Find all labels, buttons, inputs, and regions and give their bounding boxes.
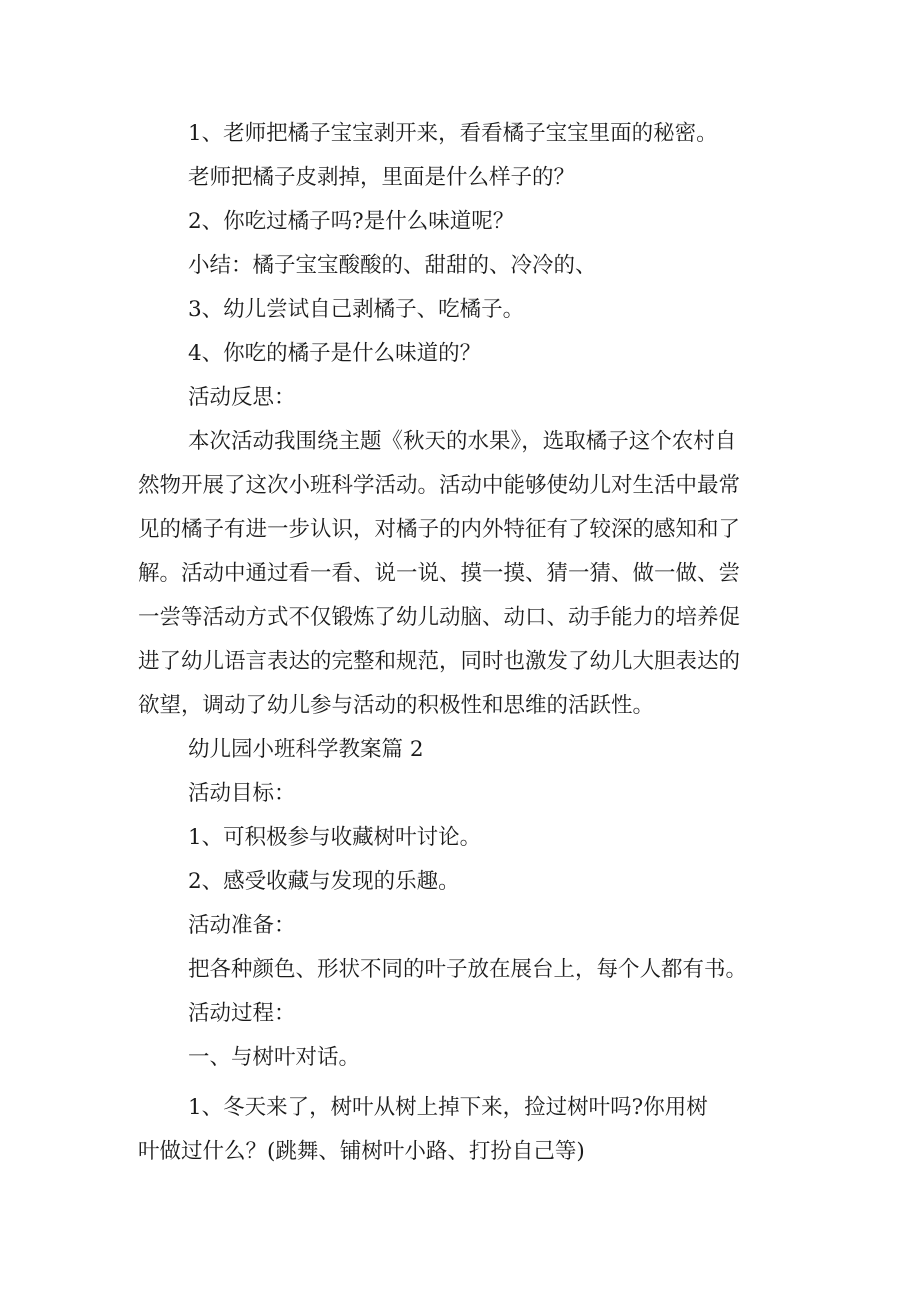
summary-line: 小结：橘子宝宝酸酸的、甜甜的、冷冷的、 — [188, 253, 597, 278]
lesson-plan-2-title: 幼儿园小班科学教案篇 2 — [188, 737, 424, 762]
reflection-paragraph-line-4: 解。活动中通过看一看、说一说、摸一摸、猜一猜、做一做、尝 — [138, 561, 741, 586]
part-1-heading: 一、与树叶对话。 — [188, 1045, 361, 1070]
preparation-heading: 活动准备： — [188, 913, 296, 938]
reflection-paragraph-line-3: 见的橘子有进一步认识，对橘子的内外特征有了较深的感知和了 — [138, 517, 741, 542]
reflection-paragraph-line-7: 欲望，调动了幼儿参与活动的积极性和思维的活跃性。 — [138, 693, 655, 718]
process-heading: 活动过程： — [188, 1001, 296, 1026]
preparation-text: 把各种颜色、形状不同的叶子放在展台上，每个人都有书。 — [188, 957, 748, 982]
question-inside-orange: 老师把橘子皮剥掉，里面是什么样子的？ — [188, 165, 576, 190]
reflection-paragraph-line-5: 一尝等活动方式不仅锻炼了幼儿动脑、动口、动手能力的培养促 — [138, 605, 741, 630]
objective-2: 2、感受收藏与发现的乐趣。 — [188, 869, 460, 894]
step-1-peel-orange: 1、老师把橘子宝宝剥开来，看看橘子宝宝里面的秘密。 — [188, 121, 718, 146]
objectives-heading: 活动目标： — [188, 781, 296, 806]
process-step-1-line-1: 1、冬天来了，树叶从树上掉下来，捡过树叶吗?你用树 — [188, 1095, 708, 1120]
step-2-taste-question: 2、你吃过橘子吗?是什么味道呢？ — [188, 209, 515, 234]
reflection-heading: 活动反思： — [188, 385, 296, 410]
process-step-1-line-2: 叶做过什么？(跳舞、铺树叶小路、打扮自己等) — [138, 1139, 585, 1164]
objective-1: 1、可积极参与收藏树叶讨论。 — [188, 825, 482, 850]
step-4-taste-question: 4、你吃的橘子是什么味道的？ — [188, 341, 482, 366]
reflection-paragraph-line-1: 本次活动我围绕主题《秋天的水果》，选取橘子这个农村自 — [188, 429, 737, 454]
reflection-paragraph-line-6: 进了幼儿语言表达的完整和规范，同时也激发了幼儿大胆表达的 — [138, 649, 741, 674]
step-3-children-peel: 3、幼儿尝试自己剥橘子、吃橘子。 — [188, 297, 525, 322]
reflection-paragraph-line-2: 然物开展了这次小班科学活动。活动中能够使幼儿对生活中最常 — [138, 473, 741, 498]
